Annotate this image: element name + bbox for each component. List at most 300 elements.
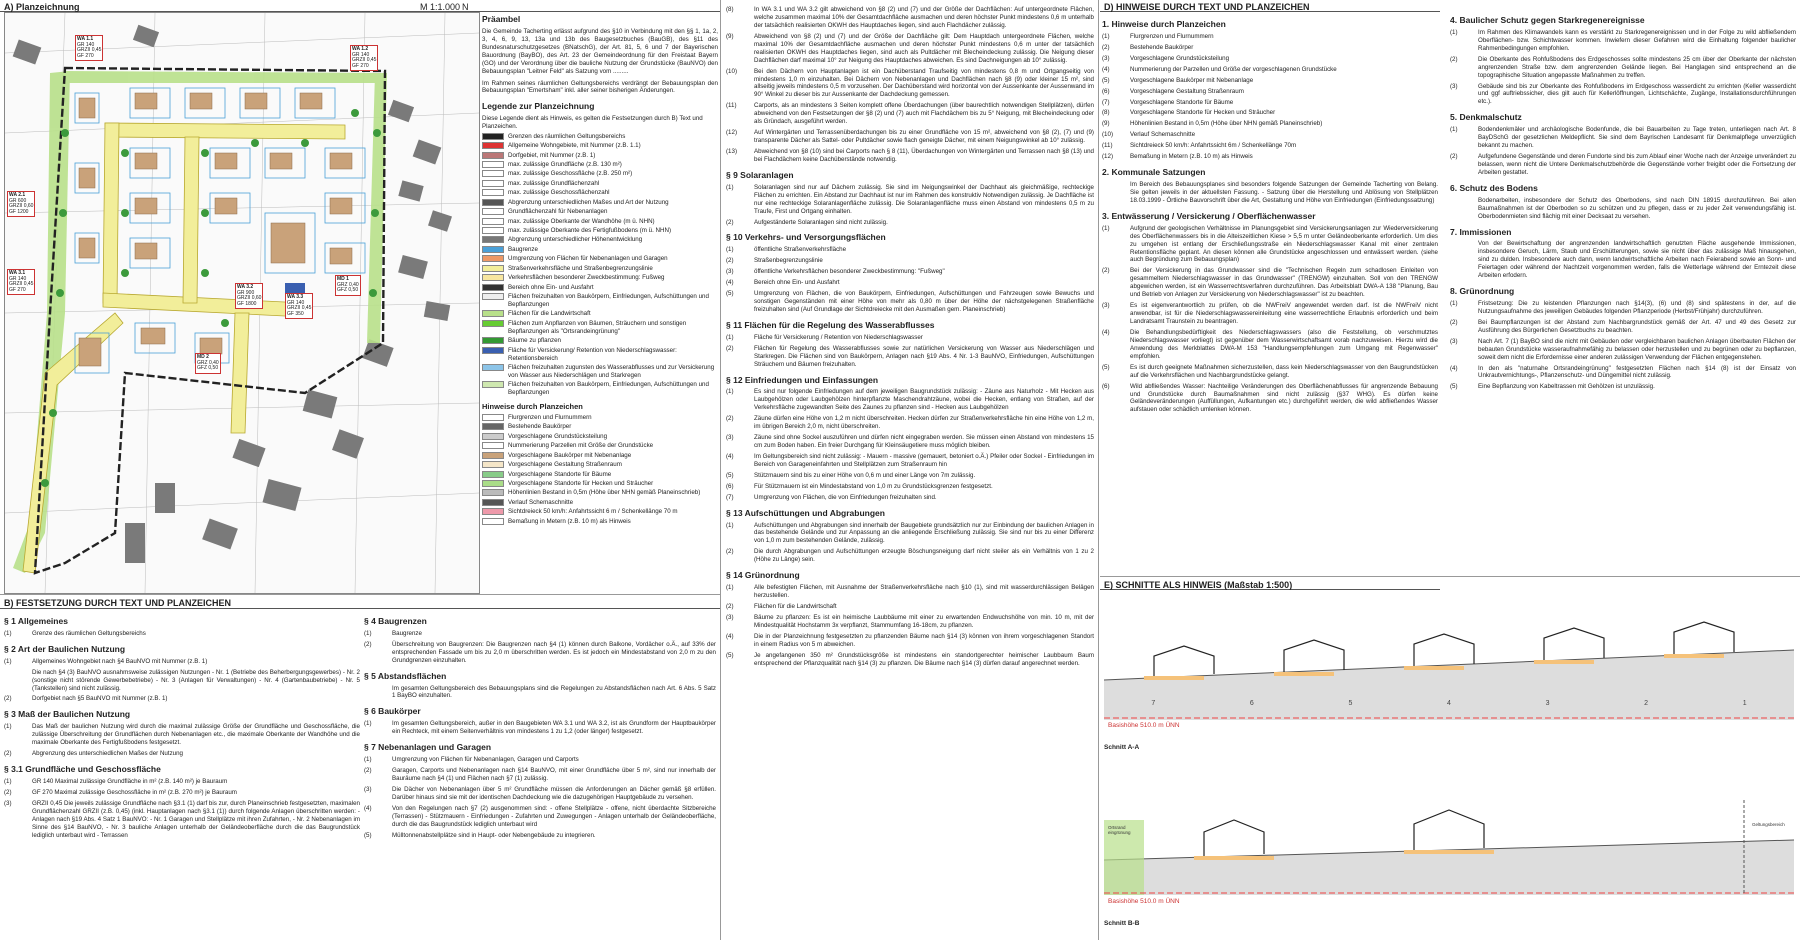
h7-para xyxy=(1450,240,1796,280)
h5-item xyxy=(1450,126,1796,150)
label-md2-gfz: GFZ 0,50 xyxy=(197,365,219,371)
item-number: (2) xyxy=(1450,55,1458,63)
item-text: Solaranlagen sind nur auf Dächern zulässig. Sie sind im Neigungswinkel der Dachhaut als gleichmäßige, rechteckige Flächen zu errichten. Ein Abstand zur Dachhaut ist nur im Rahmen des konstruktiv Notwendigen zulässig. Je Dachfläche ist nur eine rechteckige Solaranlagenfläche zulässig. Die Solaranlagenfläche muss einen Abstand von mindestens 0,5 m zu Traufe, First und Ortgang einhalten. xyxy=(754,183,1094,215)
legend-entry xyxy=(482,347,718,363)
legend-text: Flächen freizuhalten von Baukörpern, Einfriedungen, Aufschüttungen und Bepflanzungen xyxy=(508,381,709,397)
item-text: Grenze des räumlichen Geltungsbereichs xyxy=(32,629,146,637)
s3-item xyxy=(4,723,360,747)
s2-items xyxy=(4,658,360,704)
h1-item xyxy=(1102,88,1438,96)
item-number: (12) xyxy=(726,129,738,137)
label-wa12-grz: GRZII 0,45 xyxy=(352,57,377,63)
legend-text: Höhenlinien Bestand in 0,5m (Höhe über NHN gemäß Planeinschrieb) xyxy=(508,489,701,497)
s12-item xyxy=(726,472,1094,480)
item-text: Aufgrund der geologischen Verhältnisse im Planungsgebiet sind Versickerungsanlagen zur Wiederversickerung des Oberflächenwassers bis in die Alteiszeitlichen Kiese > 5,5 m unter Geländeoberkante erforderlich. Um dies zu umgehen ist entlang der Erschließungsstraße ein Niederschlagswasser Kanal mit einer zentralen Retentionsfläche geplant. An diesen können alle Grundstücke angeschlossen und entwässert werden. (siehe auch Begründung zum Bebauungsplan) xyxy=(1130,224,1438,264)
legend-entry xyxy=(482,236,718,244)
item-number: (4) xyxy=(1450,364,1458,372)
item-number: (3) xyxy=(726,613,734,621)
legend-symbol-icon xyxy=(482,320,504,327)
item-number: (10) xyxy=(1102,131,1114,139)
legend-text: Fläche für Versickerung/ Retention von Niederschlagswasser: Retentionsbereich xyxy=(508,346,677,362)
legend-hints-title: Hinweise durch Planzeichen xyxy=(482,402,583,412)
label-wa32-name: WA 3.2 xyxy=(237,284,254,290)
h1-item xyxy=(1102,153,1438,161)
item-text: Die nach §4 (3) BauNVO ausnahmsweise zulässigen Nutzungen - Nr. 1 (Betriebe des Beherbergungsgewerbes) - Nr. 2 (sonstige nicht störende Gewerbebetriebe) - Nr. 3 (Anlagen für Verwaltungen) - Nr. 4 (Gartenbaubetriebe) - Nr. 5 (Tankstellen) sind nicht zulässig. xyxy=(32,668,360,692)
legend-entry xyxy=(482,142,718,150)
item-number: (3) xyxy=(364,785,372,793)
label-md1 xyxy=(335,275,361,296)
divider-2 xyxy=(0,594,720,595)
s6-title: § 6 Baukörper xyxy=(364,706,421,717)
divider-1 xyxy=(720,0,721,940)
label-md1-grz: GRZ 0,40 xyxy=(337,281,359,288)
legend-entry xyxy=(482,452,718,460)
s2-item xyxy=(4,695,360,703)
h5-items xyxy=(1450,126,1796,177)
hinweise-col-1 xyxy=(1102,13,1438,573)
item-number: (1) xyxy=(4,777,12,785)
legend-text: Verlauf Schemaschnitte xyxy=(508,498,574,506)
legend-symbol-icon xyxy=(482,246,504,253)
plan-scale: M 1:1.000 xyxy=(420,2,461,12)
legend-text: Vorgeschlagene Standorte für Bäume xyxy=(508,470,612,478)
item-text: Im Geltungsbereich sind nicht zulässig: - Mauern - massive (gemauert, betoniert o.Ä.) Pfeiler oder Sockel - Einfriedungen im Bereich von Garageneinfahrten und Stellplätzen zum Straßenraum hin xyxy=(754,452,1094,468)
section-b-side-left: Ortsrand eingrünung xyxy=(1108,825,1131,835)
item-text: Dorfgebiet nach §5 BauNVO mit Nummer (z.B. 1) xyxy=(32,695,168,703)
h3-item xyxy=(1102,329,1438,361)
legend-entry xyxy=(482,218,718,226)
s31-item xyxy=(4,778,360,786)
s2-item xyxy=(4,658,360,666)
item-number: (5) xyxy=(1102,76,1110,84)
label-wa32-gf: GF 1800 xyxy=(237,300,257,307)
legend-hint-list xyxy=(482,414,718,526)
label-wa31-gf: GF 270 xyxy=(9,286,26,293)
ma-item xyxy=(726,129,1094,145)
green-buffer xyxy=(13,71,387,573)
ma-item xyxy=(726,148,1094,164)
legend-entry xyxy=(482,274,718,282)
festsetzung-header xyxy=(0,596,720,609)
s10-item xyxy=(726,246,1094,254)
hinweise-title: D) HINWEISE DURCH TEXT UND PLANZEICHEN xyxy=(1104,2,1310,12)
legend-text: Abgrenzung unterschiedlichen Maßes und Art der Nutzung xyxy=(508,198,669,206)
s7-item xyxy=(364,786,716,802)
item-number: (6) xyxy=(726,482,734,490)
h6-text: Bodenarbeiten, insbesondere der Schutz des Oberbodens, sind nach DIN 18915 durchzuführen. Bei allen Baumaßnahmen ist der Oberboden so zu schützen und zu pflegen, dass er zu jeder Zeit verwendungsfähig ist. Oberbodenmieten sind flächig mit einer Decksaat zu versehen. xyxy=(1478,196,1796,220)
item-number: (1) xyxy=(1102,32,1110,40)
s10-item xyxy=(726,268,1094,276)
legend-entry xyxy=(482,414,718,422)
item-text: Die Behandlungsbedürftigkeit des Niederschlagswassers (also die Feststellung, ob verschmutztes Niederschlagswasser vorliegt) ist gegenüber dem Wasserwirtschaftsamt vorab nachzuweisen. Hierzu wird die Anwendung des Merkblattes DWA-M 153 "Handlungsempfehlungen zum Umgang mit Regenwasser" empfohlen. xyxy=(1130,328,1438,360)
ma-item xyxy=(726,102,1094,126)
s9-items xyxy=(726,184,1094,227)
schnitte-title: E) SCHNITTE ALS HINWEIS (Maßstab 1:500) xyxy=(1104,580,1293,590)
legend-symbol-icon xyxy=(482,310,504,317)
legend-symbol-icon xyxy=(482,142,504,149)
item-number: (4) xyxy=(364,804,372,812)
item-text: Fristsetzung: Die zu leistenden Pflanzungen nach §14(3), (6) und (8) sind spätestens in der, auf die Nutzungsaufnahme des jeweiligen Gebäudes folgenden Pflanzperiode (Herbst/Frühjahr) durchzuführen. xyxy=(1478,299,1796,315)
divider-4 xyxy=(1100,576,1800,577)
label-wa11-gf: GF 270 xyxy=(77,52,94,59)
s6-item xyxy=(364,720,716,736)
hinweise-col-2 xyxy=(1450,13,1796,573)
item-number: (2) xyxy=(726,218,734,226)
item-number: (4) xyxy=(726,632,734,640)
h4-title: 4. Baulicher Schutz gegen Starkregenereignisse xyxy=(1450,15,1645,25)
h2-title: 2. Kommunale Satzungen xyxy=(1102,167,1206,178)
item-number: (1) xyxy=(1450,28,1458,36)
label-wa21-gf: GF 1200 xyxy=(9,208,29,215)
s1-item xyxy=(4,630,360,638)
item-text: Bestehende Baukörper xyxy=(1130,43,1194,51)
legend-symbol-icon xyxy=(482,227,504,234)
legend-entry xyxy=(482,265,718,273)
s9-item xyxy=(726,184,1094,216)
item-text: Straßenbegrenzungslinie xyxy=(754,257,823,265)
legend-text: Bäume zu pflanzen xyxy=(508,337,561,345)
legend-symbol-icon xyxy=(482,471,504,478)
item-text: Umgrenzung von Flächen, die von Einfriedungen freizuhalten sind. xyxy=(754,493,937,501)
item-text: Aufschüttungen und Abgrabungen sind innerhalb der Baugebiete grundsätzlich nur zur Einbindung der baulichen Anlagen in das bestehende Gelände und zur Anpassung an die anliegende Erschließung zulässig. Sie sind nur bis zu einer Differenz von 1,0 m zum bestehenden Gelände, zulässig. xyxy=(754,521,1094,545)
h2-text: Im Bereich des Bebauungsplanes sind besonders folgende Satzungen der Gemeinde Tacherting von Belang. Sie gelten jeweils in der aktuellsten Fassung. - Satzung über die Herstellung und Ablösung von Stellplätzen 18.03.1999 - Örtliche Bauvorschrift über die Art, Gestaltung und Höhe von Einfriedungen (Einfriedungssatzung) xyxy=(1130,181,1438,204)
s12-item xyxy=(726,388,1094,412)
h3-item xyxy=(1102,364,1438,380)
s1-title: § 1 Allgemeines xyxy=(4,616,68,626)
item-text: Zäune sind ohne Sockel auszuführen und dürfen nicht eingegraben werden. Sie müssen einen Abstand von mindestens 15 cm zum Boden haben. Ein freier Durchgang für Kleinsäugetiere muss möglich bleiben. xyxy=(754,434,1094,449)
item-text: Es ist eigenverantwortlich zu prüfen, ob die NWFreiV angewendet werden darf. Ist die NWFreiV nicht anwendbar, ist für die Niederschlagswassereinleitung eine wasserrechtliche Erlaubnis erforderlich und beim Landratsamt Traunstein zu beantragen. xyxy=(1130,302,1438,325)
item-text: Die Oberkante des Rohfußbodens des Erdgeschosses sollte mindestens 25 cm über der Oberkante der nächsten angrenzenden Straße bzw. dem angrenzenden Gelände liegen. Bei Hanglagen sind entsprechend an die topographische Situation angepasste Maßnahmen zu treffen. xyxy=(1478,55,1796,79)
parcel-number: 1 xyxy=(1742,700,1747,707)
label-md1-gfz: GFZ 0,50 xyxy=(337,287,359,293)
legend-note: Diese Legende dient als Hinweis, es gelten die Festsetzungen durch B) Text und Planzeichen. xyxy=(482,115,703,131)
legend-entry xyxy=(482,442,718,450)
legend-symbol-icon xyxy=(482,208,504,215)
legend-text: Vorgeschlagene Gestaltung Straßenraum xyxy=(508,461,622,469)
s7-items xyxy=(364,756,716,839)
legend-text: Umgrenzung von Flächen für Nebenanlagen und Garagen xyxy=(508,255,668,263)
legend-text: Sichtdreieck 50 km/h: Anfahrtssicht 6 m / Schenkellänge 70 m xyxy=(508,508,678,516)
legend-symbol-icon xyxy=(482,414,504,421)
item-number: (5) xyxy=(364,831,372,839)
s3-title: § 3 Maß der Baulichen Nutzung xyxy=(4,709,131,720)
section-a-basis: Basishöhe 510.0 m ÜNN xyxy=(1108,722,1180,729)
legend-symbol-icon xyxy=(482,442,504,449)
label-wa21 xyxy=(7,191,35,217)
item-number: (1) xyxy=(1450,126,1458,134)
h8-title: 8. Grünordnung xyxy=(1450,286,1515,297)
item-text: GR 140 Maximal zulässige Grundfläche in m² (z.B. 140 m²) je Bauraum xyxy=(32,777,228,785)
h8-item xyxy=(1450,300,1796,316)
item-number: (1) xyxy=(364,720,372,728)
item-number: (8) xyxy=(1102,109,1110,117)
legend-entry xyxy=(482,508,718,516)
item-text: öffentliche Straßenverkehrsfläche xyxy=(754,246,847,254)
item-text: Wild abfließendes Wasser: Nachteilige Veränderungen des Oberflächenabflusses für angrenzende Bebauung und Grundstücke durch Baumaßnahmen sind nicht zulässig (§37 WHG). Es dürfen keine Geländeveränderungen (Auffüllungen, Aufkantungen etc.) durchgeführt werden, die wild abfließendes Wasser aufstauen oder schädlich umlenken können. xyxy=(1130,382,1438,414)
item-number: (1) xyxy=(726,584,734,592)
legend-entry xyxy=(482,284,718,292)
legend-text: Verkehrsflächen besonderer Zweckbestimmung: Fußweg xyxy=(508,274,665,282)
section-a-drawing xyxy=(1104,610,1794,730)
item-number: (10) xyxy=(726,67,738,75)
h8-item xyxy=(1450,338,1796,362)
item-number: (2) xyxy=(726,257,734,265)
section-b-drawing xyxy=(1104,780,1794,900)
item-number: (1) xyxy=(726,246,734,254)
item-text: Umgrenzung von Flächen für Nebenanlagen, Garagen und Carports xyxy=(392,756,579,763)
s14-item xyxy=(726,633,1094,649)
item-number: (1) xyxy=(4,657,12,665)
legend-symbol-icon xyxy=(482,364,504,371)
h1-item xyxy=(1102,99,1438,107)
h3-item xyxy=(1102,267,1438,299)
h1-title: 1. Hinweise durch Planzeichen xyxy=(1102,19,1226,29)
legend-symbol-icon xyxy=(482,293,504,300)
s13-item xyxy=(726,548,1094,564)
item-number: (1) xyxy=(1450,299,1458,307)
legend-list xyxy=(482,133,718,398)
h4-item xyxy=(1450,83,1796,107)
plan-title: A) Planzeichnung xyxy=(4,2,80,12)
item-number: (2) xyxy=(364,640,372,648)
s14-item xyxy=(726,603,1094,611)
item-number: (2) xyxy=(4,750,12,758)
s31-item xyxy=(4,789,360,797)
legend-text: Abgrenzung unterschiedlicher Höhenentwicklung xyxy=(508,236,643,244)
s1-items xyxy=(4,630,360,638)
preamble-text-1: Die Gemeinde Tacherting erlässt aufgrund des §10 in Verbindung mit den §§ 1, 1a, 2, 3, 4, 6, 9, 13, 13a und 13b des Baugesetzbuches (BauGB), des §11 des Bundesnaturschutzgesetzes (BNatschG), der Art. 81, 5, 6 und 7 der Bayerischen Bauordnung (BayBO), des Art. 23 der Gemeindeordnung für den Freistaat Bayern (GO) und der Verordnung über die bauliche Nutzung der Grundstücke (BauNVO) den Bebauungsplan "Leitner Feld" als Satzung vom ......... xyxy=(482,27,718,75)
s4-items xyxy=(364,630,716,665)
item-text: Nummerierung der Parzellen und Größe der vorgeschlagenen Grundstücke xyxy=(1130,65,1337,73)
item-number: (8) xyxy=(726,6,734,13)
item-number: (7) xyxy=(726,493,734,501)
h8-item xyxy=(1450,365,1796,381)
s7-title: § 7 Nebenanlagen und Garagen xyxy=(364,742,492,753)
parcel-number: 3 xyxy=(1545,700,1550,707)
legend-symbol-icon xyxy=(482,480,504,487)
legend-symbol-icon xyxy=(482,337,504,344)
legend-symbol-icon xyxy=(482,265,504,272)
s5-para xyxy=(364,685,716,701)
section-a-label: Schnitt A-A xyxy=(1104,744,1140,751)
s10-item xyxy=(726,290,1094,314)
legend-symbol-icon xyxy=(482,189,504,196)
item-text: Bodendenkmäler und archäologische Bodenfunde, die bei Bauarbeiten zu Tage treten, unterliegen nach Art. 8 BayDSchG der gesetzlichen Meldepflicht. Sie sind dem Bayrischen Landesamt für Denkmalpflege unverzüglich bekannt zu machen. xyxy=(1478,126,1796,150)
s14-item xyxy=(726,652,1094,668)
legend-text: Nummerierung Parzellen mit Größe der Grundstücke xyxy=(508,442,654,450)
item-text: Aufgeständerte Solaranlagen sind nicht zulässig. xyxy=(754,218,888,226)
item-number: (6) xyxy=(1102,382,1110,390)
s9-title: § 9 Solaranlagen xyxy=(726,169,794,180)
h1-items xyxy=(1102,33,1438,161)
legend-symbol-icon xyxy=(482,461,504,468)
item-text: Es ist durch geeignete Maßnahmen sicherzustellen, dass kein Niederschlagswasser von den Baugrundstücken auf die Verkehrsflächen und Nachbargrundstücke gelangt. xyxy=(1130,363,1438,379)
legend-entry xyxy=(482,170,718,178)
legend-entry xyxy=(482,180,718,188)
legend-entry xyxy=(482,189,718,197)
legend-text: Grenzen des räumlichen Geltungsbereichs xyxy=(508,132,626,140)
legend-entry xyxy=(482,364,718,380)
item-number: (4) xyxy=(726,452,734,460)
label-wa21-grz: GRZII 0,60 xyxy=(9,203,34,209)
s14-title: § 14 Grünordnung xyxy=(726,570,800,581)
item-text: Aufgefundene Gegenstände und deren Fundorte sind bis zum Ablauf einer Woche nach der Anzeige unverändert zu belassen, wenn nicht die Untere Denkmalschutzbehörde die Gegenstände vorher freigibt oder die Fortsetzung der Arbeiten gestattet. xyxy=(1478,153,1796,176)
label-wa33-grz: GRZII 0,45 xyxy=(287,305,312,311)
legend-text: Flurgrenzen und Flurnummern xyxy=(508,413,592,421)
item-number: (5) xyxy=(1102,363,1110,371)
h7-text: Von der Bewirtschaftung der angrenzenden landwirtschaftlich genutzten Fläche ausgehende Immissionen, insbesondere Geruch, Lärm, Staub und Erschütterungen, sowie sie nicht über das zulässige Maß hinausgehen, sind zu dulden. Insbesondere auch dann, wenn landwirtschaftliche Arbeiten nach Feierabend sowie an Sonn- und Feiertagen oder während der Nachtzeit vorgenommen werden, falls die Wetterlage während der Erntezeit diese Arbeiten erfodern. xyxy=(1478,240,1796,280)
label-wa32-grz: GRZII 0,60 xyxy=(237,295,262,301)
item-text: Flächen für die Landwirtschaft xyxy=(754,602,837,610)
legend-entry xyxy=(482,471,718,479)
item-text: Fläche für Versickerung / Retention von Niederschlagswasser xyxy=(754,333,923,341)
item-text: Bei der Versickerung in das Grundwasser sind die "Technischen Regeln zum schadlosen Einleiten von gesammeltem Niederschlagswasser in das Grundwasser" (TRENGW) einzuhalten. Soll von den TRENGW abgewichen werden, ist ein Wasserrechtsverfahren durchzuführen. Das Arbeitsblatt DWA-A 138 "Planung, Bau und Betrieb von Anlagen zur Versickerung von Niederschlagswasser" ist zu beachten. xyxy=(1130,267,1438,299)
legend-text: Dorfgebiet, mit Nummer (z.B. 1) xyxy=(508,151,596,159)
festsetzung-title: B) FESTSETZUNG DURCH TEXT UND PLANZEICHEN xyxy=(4,598,231,608)
item-text: Sichtdreieck 50 km/h: Anfahrtssicht 6m / Schenkellänge 70m xyxy=(1130,142,1297,150)
section-b-basis: Basishöhe 510.0 m ÜNN xyxy=(1108,898,1180,905)
legend-entry xyxy=(482,310,718,318)
s14-items xyxy=(726,584,1094,667)
s4-title: § 4 Baugrenzen xyxy=(364,616,427,626)
s5-title: § 5 Abstandsflächen xyxy=(364,670,447,681)
item-text: Die Dächer von Nebenanlagen über 5 m² Grundfläche müssen die Anforderungen an Dächer gemäß §8 erfüllen. Darüber hinaus sind sie mit der identischen Dachdeckung wie die dazugehörigen Hauptgebäude zu versehen. xyxy=(392,785,716,801)
label-wa12-gf: GF 270 xyxy=(352,62,369,69)
item-text: Je angefangenen 350 m² Grundstücksgröße ist mindestens ein standortgerechter heimischer Laubbaum Baum entsprechend der Pflanzqualität nach §14 (3) zu pflanzen. Die Bäume nach §14 (3) dürfen darauf angerechnet werden. xyxy=(754,651,1094,667)
s9-item xyxy=(726,219,1094,227)
legend-entry xyxy=(482,293,718,309)
item-number: (1) xyxy=(1102,224,1110,232)
item-text: Abgrenzung des unterschiedlichen Maßes der Nutzung xyxy=(32,750,183,758)
label-wa31-gr: GR 140 xyxy=(9,275,27,282)
item-text: Umgrenzung von Flächen, die von Baukörpern, Einfriedungen, Aufschüttungen und Fahrzeugen sowie Bewuchs und sonstigen Gegenständen mit einer Höhe von mehr als 0,80 m über der Höhe der nächstgelegenen Straßenfläche freizuhalten sind (Auf Grundlage der Sichtdreiecke mit den Ausmaßen gem. Planeinschrieb) xyxy=(754,290,1094,313)
s7-item xyxy=(364,832,716,840)
h1-item xyxy=(1102,109,1438,117)
parcel-number: 5 xyxy=(1348,700,1353,707)
legend-text: Baugrenze xyxy=(508,245,538,253)
item-number: (2) xyxy=(726,602,734,610)
item-text: Bei den Dächern von Hauptanlagen ist ein Dachüberstand Traufseitig von mindestens 0,8 m und Ortgangseitig von mindestens 1,0 m einzuhalten. Bei Dächern von Nebenanlagen und Dachflächen nach §8 (9) oder kleiner 15 m², sind allseitig jeweils mindestens 0,5 m vorzusehen. Der Dachüberstand wird horizontal von der Aussenkante der Aussenwand im 90° Winkel zu dieser bis zur Aussenkante der Dachdeckung gemessen. xyxy=(754,67,1094,99)
label-md2-grz: GRZ 0,40 xyxy=(197,359,219,366)
item-number: (5) xyxy=(1450,383,1458,391)
s7-item xyxy=(364,805,716,829)
item-number: (5) xyxy=(726,471,734,479)
item-text: Vorgeschlagene Standorte für Hecken und Sträucher xyxy=(1130,109,1276,117)
legend-entry xyxy=(482,433,718,441)
item-number: (1) xyxy=(726,183,734,191)
item-number: (9) xyxy=(1102,120,1110,128)
item-text: In WA 3.1 und WA 3.2 gilt abweichend von §8 (2) und (7) und der Größe der Dachflächen: Auf untergeordnete Flächen, welche zusammen maximal 10% der Gesamtdachfläche ausmachen und deren höchster Punkt mindestens 0,6 m unterhalb der tatsächlich realisierten OKWH des Hauptdaches liegen, sind auch Flachdächer zulässig. xyxy=(754,6,1094,29)
festsetzung-col-2 xyxy=(364,610,716,938)
h6-title: 6. Schutz des Bodens xyxy=(1450,182,1538,193)
s4-item xyxy=(364,641,716,665)
legend-symbol-icon xyxy=(482,381,504,388)
h3-items xyxy=(1102,225,1438,415)
item-text: Vorgeschlagene Gestaltung Straßenraum xyxy=(1130,87,1244,95)
parcel-number: 4 xyxy=(1447,700,1451,707)
legend-text: Vorgeschlagene Standorte für Hecken und Sträucher xyxy=(508,479,654,487)
legend-title: Legende zur Planzeichnung xyxy=(482,101,595,112)
s12-item xyxy=(726,453,1094,469)
legend-text: Straßenverkehrsfläche und Straßenbegrenzungslinie xyxy=(508,264,653,272)
item-number: (13) xyxy=(726,148,738,155)
item-number: (3) xyxy=(1450,82,1458,90)
site-plan xyxy=(4,12,480,594)
legend-text: Grundflächenzahl für Nebenanlagen xyxy=(508,208,608,216)
item-number: (5) xyxy=(726,290,734,298)
s10-title: § 10 Verkehrs- und Versorgungsflächen xyxy=(726,232,886,243)
s10-item xyxy=(726,257,1094,265)
item-number xyxy=(4,669,26,693)
s2-title: § 2 Art der Baulichen Nutzung xyxy=(4,643,126,654)
preamble-text-2: Im Rahmen seines räumlichen Geltungsbereichs verdrängt der Bebauungsplan den Bebauungsplan "Emertsham" inkl. aller seiner bisherigen Änderungen. xyxy=(482,79,718,95)
preamble-legend-column xyxy=(482,12,718,592)
s31-items xyxy=(4,778,360,840)
item-text: In den als "naturnahe Ortsrandeingrünung" festgesetzten Flächen nach §14 (8) ist der Einsatz von Unkrautvernichtungs-, Pflanzenschutz- und Düngemittel nicht zulässig. xyxy=(1478,364,1796,380)
label-wa12 xyxy=(350,45,378,71)
section-b-label: Schnitt B-B xyxy=(1104,920,1140,927)
legend-text: Bereich ohne Ein- und Ausfahrt xyxy=(508,283,594,291)
divider-3 xyxy=(1098,0,1099,940)
h3-title: 3. Entwässerung / Versickerung / Oberflächenwasser xyxy=(1102,210,1316,221)
legend-entry xyxy=(482,255,718,263)
h4-items xyxy=(1450,29,1796,106)
item-number: (12) xyxy=(1102,153,1114,161)
h1-item xyxy=(1102,120,1438,128)
legend-symbol-icon xyxy=(482,284,504,291)
legend-symbol-icon xyxy=(482,180,504,187)
item-number: (7) xyxy=(1102,98,1110,106)
schnitte-header xyxy=(1100,578,1440,590)
item-number: (2) xyxy=(4,788,12,796)
item-text: Baugrenze xyxy=(392,629,422,637)
legend-symbol-icon xyxy=(482,508,504,515)
item-number: (2) xyxy=(726,548,734,556)
legend-entry xyxy=(482,152,718,160)
h4-item xyxy=(1450,56,1796,80)
legend-text: Bestehende Baukörper xyxy=(508,423,572,431)
s12-item xyxy=(726,483,1094,491)
plan-header xyxy=(0,0,720,12)
section-a-parcels xyxy=(1104,700,1794,707)
ma-item xyxy=(726,68,1094,100)
hinweise-header xyxy=(1100,0,1440,12)
legend-entry xyxy=(482,461,718,469)
legend-text: max. zulässige Oberkante des Fertigfußbodens (m ü. NHN) xyxy=(508,227,672,234)
legend-symbol-icon xyxy=(482,161,504,168)
north-label: N xyxy=(462,2,469,12)
preamble-title: Präambel xyxy=(482,14,521,24)
legend-entry xyxy=(482,161,718,169)
label-wa12-gr: GR 140 xyxy=(352,51,370,58)
h1-item xyxy=(1102,33,1438,41)
item-text: Nach Art. 7 (1) BayBO sind die nicht mit Gebäuden oder vergleichbaren baulichen Anlagen überbauten Flächen der bebauten Grundstücke wasseraufnahmefähig zu belassen oder herzustellen und zu begrünen oder zu bepflanzen, soweit dem nicht die Erfordernisse einer anderen zulässigen Verwendung der Flächen entgegenstehen. xyxy=(1478,337,1796,361)
label-md1-name: MD 1 xyxy=(337,276,349,282)
item-text: Abweichend von §8 (10) sind bei Carports nach § 8 (11), Überdachungen von Wintergärten und Terrassen nach §8 (13) und bei Flachdächern keine Dachüberstände notwendig. xyxy=(754,148,1094,163)
legend-entry xyxy=(482,208,718,216)
s7-item xyxy=(364,767,716,783)
label-wa11-name: WA 1.1 xyxy=(77,36,94,42)
h8-item xyxy=(1450,319,1796,335)
item-text: Überschreitung von Baugrenzen: Die Baugrenzen nach §4 (1) können durch Balkone, Vordächer o.Ä., auf 33% der entsprechenden Fassade um bis zu 2,0 m überschritten werden. Es ist jedoch ein Mindestabstand von 2,0 m zu den Grundgrenzen einzuhalten. xyxy=(392,640,716,664)
festsetzung-col-1 xyxy=(4,610,360,938)
middle-column xyxy=(726,4,1094,938)
item-number: (2) xyxy=(1450,153,1458,160)
label-wa11-gr: GR 140 xyxy=(77,41,95,48)
item-text: Garagen, Carports und Nebenanlagen nach §14 BauNVO, mit einer Grundfläche über 5 m², sind nur innerhalb der Bauräume nach §4 (1) und Flächen nach §7 (1) zulässig. xyxy=(392,766,716,782)
legend-entry xyxy=(482,423,718,431)
item-text: Gebäude sind bis zur Oberkante des Rohfußbodens im Erdgeschoss wasserdicht zu errichten (Keller wasserdicht und ggf auftriebssicher, dies gilt auch für Kellerlöffnungen, Lichtschächte, Zugänge, Installationsdurchführungen etc.). xyxy=(1478,82,1796,106)
